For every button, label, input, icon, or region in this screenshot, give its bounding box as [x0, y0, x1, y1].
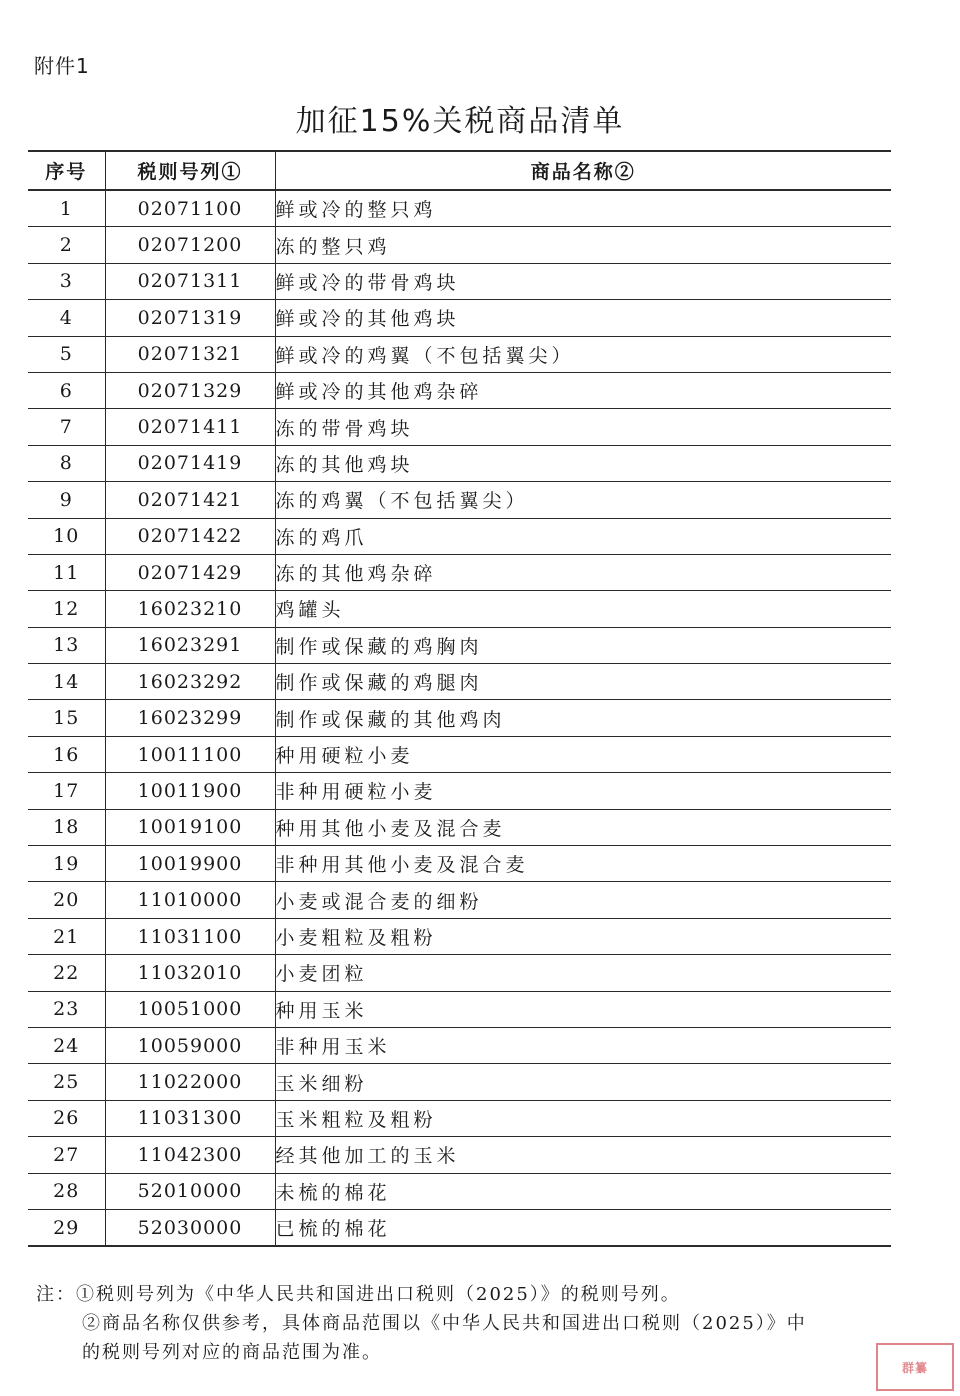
- table-row: [28, 482, 891, 518]
- table-row: [28, 1027, 891, 1063]
- table-row: [28, 518, 891, 554]
- row-goods-name: 冻的整只鸡: [275, 227, 891, 263]
- row-serial-number: 23: [28, 991, 105, 1027]
- table-row: [28, 1173, 891, 1209]
- row-goods-name: 小麦粗粒及粗粉: [275, 918, 891, 954]
- row-serial-number: 15: [28, 700, 105, 736]
- row-tariff-code: 11031300: [105, 1100, 275, 1136]
- row-tariff-code: 16023292: [105, 664, 275, 700]
- row-serial-number: 27: [28, 1137, 105, 1173]
- row-serial-number: 13: [28, 627, 105, 663]
- row-goods-name: 种用其他小麦及混合麦: [275, 809, 891, 845]
- row-serial-number: 8: [28, 445, 105, 481]
- row-serial-number: 21: [28, 918, 105, 954]
- row-goods-name: 鲜或冷的带骨鸡块: [275, 263, 891, 299]
- row-goods-name: 非种用硬粒小麦: [275, 773, 891, 809]
- attachment-label: 附件1: [34, 54, 90, 78]
- row-serial-number: 10: [28, 518, 105, 554]
- header-serial-number: 序号: [28, 151, 105, 190]
- footnote-1: 注：①税则号列为《中华人民共和国进出口税则（2025）》的税则号列。: [36, 1284, 681, 1305]
- header-tariff-code: 税则号列①: [105, 151, 275, 190]
- row-tariff-code: 10019900: [105, 846, 275, 882]
- row-goods-name: 鲜或冷的其他鸡块: [275, 300, 891, 336]
- footnote-2: ②商品名称仅供参考，具体商品范围以《中华人民共和国进出口税则（2025）》中: [82, 1313, 807, 1334]
- row-goods-name: 鲜或冷的整只鸡: [275, 190, 891, 227]
- table-row: [28, 627, 891, 663]
- row-tariff-code: 10051000: [105, 991, 275, 1027]
- row-serial-number: 9: [28, 482, 105, 518]
- table-row: [28, 554, 891, 590]
- row-goods-name: 玉米细粉: [275, 1064, 891, 1100]
- table-row: [28, 991, 891, 1027]
- row-goods-name: 制作或保藏的鸡腿肉: [275, 664, 891, 700]
- row-tariff-code: 02071429: [105, 554, 275, 590]
- row-goods-name: 种用玉米: [275, 991, 891, 1027]
- watermark-seal: [876, 1343, 954, 1391]
- row-tariff-code: 02071319: [105, 300, 275, 336]
- table-row: [28, 372, 891, 408]
- row-goods-name: 鲜或冷的其他鸡杂碎: [275, 372, 891, 408]
- row-goods-name: 经其他加工的玉米: [275, 1137, 891, 1173]
- row-goods-name: 未梳的棉花: [275, 1173, 891, 1209]
- row-serial-number: 5: [28, 336, 105, 372]
- table-row: [28, 591, 891, 627]
- row-serial-number: 4: [28, 300, 105, 336]
- row-serial-number: 11: [28, 554, 105, 590]
- row-tariff-code: 02071321: [105, 336, 275, 372]
- row-serial-number: 19: [28, 846, 105, 882]
- table-row: [28, 664, 891, 700]
- row-goods-name: 玉米粗粒及粗粉: [275, 1100, 891, 1136]
- row-tariff-code: 10059000: [105, 1027, 275, 1063]
- table-row: [28, 409, 891, 445]
- row-serial-number: 17: [28, 773, 105, 809]
- table-row: [28, 918, 891, 954]
- row-serial-number: 25: [28, 1064, 105, 1100]
- row-tariff-code: 02071421: [105, 482, 275, 518]
- table-row: [28, 445, 891, 481]
- row-serial-number: 22: [28, 955, 105, 991]
- row-serial-number: 26: [28, 1100, 105, 1136]
- row-goods-name: 冻的带骨鸡块: [275, 409, 891, 445]
- row-serial-number: 29: [28, 1209, 105, 1246]
- row-tariff-code: 02071200: [105, 227, 275, 263]
- table-row: [28, 1064, 891, 1100]
- row-serial-number: 28: [28, 1173, 105, 1209]
- table-row: [28, 809, 891, 845]
- row-tariff-code: 10011900: [105, 773, 275, 809]
- row-tariff-code: 16023291: [105, 627, 275, 663]
- table-row: [28, 190, 891, 227]
- row-goods-name: 非种用其他小麦及混合麦: [275, 846, 891, 882]
- row-goods-name: 制作或保藏的其他鸡肉: [275, 700, 891, 736]
- table-row: [28, 700, 891, 736]
- row-tariff-code: 02071411: [105, 409, 275, 445]
- row-tariff-code: 02071419: [105, 445, 275, 481]
- row-serial-number: 16: [28, 736, 105, 772]
- row-tariff-code: 52010000: [105, 1173, 275, 1209]
- table-row: [28, 300, 891, 336]
- row-serial-number: 24: [28, 1027, 105, 1063]
- page-title: 加征15%关税商品清单: [295, 104, 625, 139]
- row-serial-number: 6: [28, 372, 105, 408]
- footnotes: [36, 1280, 876, 1367]
- watermark-text: 群纂: [901, 1360, 928, 1375]
- table-row: [28, 736, 891, 772]
- row-serial-number: 12: [28, 591, 105, 627]
- footnote-2-continued: 的税则号列对应的商品范围为准。: [82, 1342, 382, 1363]
- row-tariff-code: 10011100: [105, 736, 275, 772]
- row-serial-number: 3: [28, 263, 105, 299]
- row-serial-number: 2: [28, 227, 105, 263]
- row-goods-name: 冻的其他鸡杂碎: [275, 554, 891, 590]
- table-row: [28, 882, 891, 918]
- tariff-goods-table: [28, 150, 891, 1247]
- table-row: [28, 1209, 891, 1246]
- row-goods-name: 种用硬粒小麦: [275, 736, 891, 772]
- table-row: [28, 227, 891, 263]
- row-goods-name: 小麦团粒: [275, 955, 891, 991]
- row-tariff-code: 10019100: [105, 809, 275, 845]
- row-tariff-code: 11032010: [105, 955, 275, 991]
- row-tariff-code: 11031100: [105, 918, 275, 954]
- row-tariff-code: 02071329: [105, 372, 275, 408]
- row-tariff-code: 16023210: [105, 591, 275, 627]
- row-goods-name: 制作或保藏的鸡胸肉: [275, 627, 891, 663]
- row-tariff-code: 02071100: [105, 190, 275, 227]
- row-tariff-code: 11010000: [105, 882, 275, 918]
- row-goods-name: 鸡罐头: [275, 591, 891, 627]
- table-row: [28, 1137, 891, 1173]
- row-goods-name: 已梳的棉花: [275, 1209, 891, 1246]
- row-serial-number: 1: [28, 190, 105, 227]
- table-row: [28, 263, 891, 299]
- row-tariff-code: 11022000: [105, 1064, 275, 1100]
- row-serial-number: 20: [28, 882, 105, 918]
- row-goods-name: 非种用玉米: [275, 1027, 891, 1063]
- row-tariff-code: 11042300: [105, 1137, 275, 1173]
- row-tariff-code: 02071422: [105, 518, 275, 554]
- row-tariff-code: 52030000: [105, 1209, 275, 1246]
- table-header-row: [28, 151, 891, 190]
- row-serial-number: 7: [28, 409, 105, 445]
- row-goods-name: 冻的鸡翼（不包括翼尖）: [275, 482, 891, 518]
- table-row: [28, 1100, 891, 1136]
- table-row: [28, 846, 891, 882]
- table-row: [28, 955, 891, 991]
- row-goods-name: 小麦或混合麦的细粉: [275, 882, 891, 918]
- row-tariff-code: 16023299: [105, 700, 275, 736]
- row-serial-number: 18: [28, 809, 105, 845]
- row-goods-name: 鲜或冷的鸡翼（不包括翼尖）: [275, 336, 891, 372]
- row-tariff-code: 02071311: [105, 263, 275, 299]
- table-row: [28, 336, 891, 372]
- row-goods-name: 冻的其他鸡块: [275, 445, 891, 481]
- header-goods-name: 商品名称②: [275, 151, 891, 190]
- table-row: [28, 773, 891, 809]
- row-serial-number: 14: [28, 664, 105, 700]
- row-goods-name: 冻的鸡爪: [275, 518, 891, 554]
